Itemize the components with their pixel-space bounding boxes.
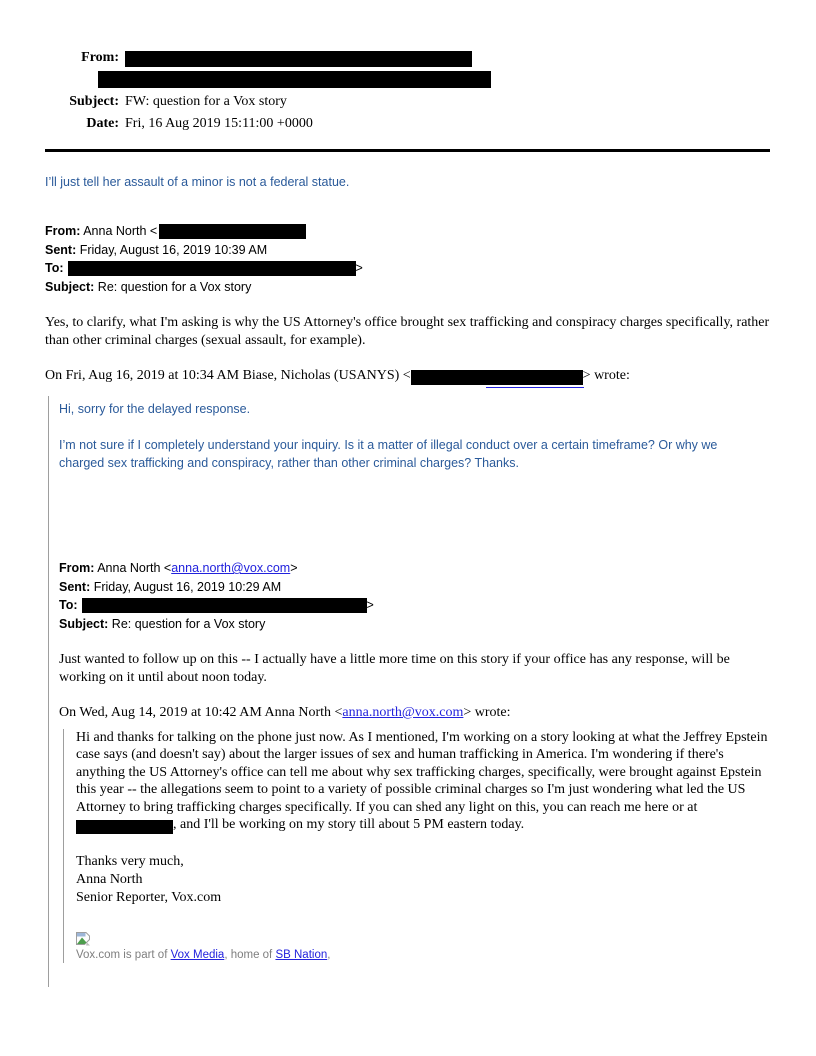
- reply1-from-row: From: Anna North <: [45, 222, 770, 241]
- reply2-subject-row: Subject: Re: question for a Vox story: [59, 616, 266, 631]
- quoted-original-message: [63, 729, 770, 964]
- reply2-from-row: From: Anna North <anna.north@vox.com>: [59, 561, 298, 575]
- body-paragraph-1: Yes, to clarify, what I'm asking is why the US Attorney's office brought sex trafficking and conspiracy charges specifically, rather than other criminal charges (sexual assault, for example).: [45, 315, 770, 348]
- vox-footer: Vox.com is part of Vox Media, home of SB Nation,: [76, 949, 331, 962]
- original-paragraph: Hi and thanks for talking on the phone just now. As I mentioned, I'm working on a story looking at what the Jeffrey Epstein case says (and doesn't say) about the larger issues of sex and human trafficking in America. I'm wondering if there's anything the US Attorney's office can tell me about why sex trafficking charges, specifically, were brought against Epstein this year -- the allegations seem to point to a variety of possible criminal charges so I'm just wondering what led the US Attorney to bring trafficking charges specifically. If you can shed any light on this, you can reach me here or at , and I'll be working on my story till about 5 PM eastern today.: [76, 729, 768, 833]
- email-link-anna-north[interactable]: anna.north@vox.com: [342, 705, 464, 720]
- sb-nation-link[interactable]: SB Nation: [275, 949, 328, 962]
- from-label: From:: [45, 224, 81, 238]
- redaction-bar-email: [159, 224, 306, 239]
- to-label: To:: [59, 598, 78, 612]
- biase-wrote-line: On Fri, Aug 16, 2019 at 10:34 AM Biase, Nicholas (USANYS) < > wrote:: [45, 367, 770, 385]
- sent-label: Sent:: [59, 579, 91, 594]
- redaction-bar-biase-email: [411, 370, 583, 385]
- redaction-bar-to: [68, 261, 356, 276]
- redaction-bar-phone: [76, 820, 173, 834]
- reply1-subject-row: Subject: Re: question for a Vox story: [45, 279, 252, 294]
- sent-label: Sent:: [45, 242, 77, 257]
- anna-wrote-line: On Wed, Aug 14, 2019 at 10:42 AM Anna North <anna.north@vox.com> wrote:: [59, 705, 511, 720]
- blank-quoted-lines: [59, 472, 770, 559]
- from-label: From:: [59, 561, 95, 575]
- from-label: From:: [81, 50, 119, 65]
- subject-value: FW: question for a Vox story: [125, 94, 287, 109]
- date-label: Date:: [86, 116, 119, 131]
- reply1-to-row: To: >: [45, 261, 363, 275]
- redaction-bar-to: [82, 598, 367, 613]
- quoted-message: [48, 396, 770, 988]
- subject-label: Subject:: [69, 94, 119, 109]
- reply1-sent-row: Sent: Friday, August 16, 2019 10:39 AM: [45, 242, 268, 257]
- separator-line: [45, 149, 770, 152]
- redaction-bar-recipients: [98, 71, 491, 88]
- reply2-to-row: To: >: [59, 598, 374, 612]
- subject-label: Subject:: [45, 279, 95, 294]
- signature-title: Senior Reporter, Vox.com: [76, 889, 222, 905]
- header-date-row: [45, 113, 770, 135]
- header-redacted-row: [98, 71, 770, 88]
- quote-blue-line-2: I’m not sure if I completely understand your inquiry. Is it a matter of illegal conduct over a certain timeframe? Or why we charged sex trafficking and conspiracy, rather than other criminal charges? Thanks.: [59, 438, 718, 470]
- signature: [76, 853, 770, 906]
- header-from-row: [45, 47, 770, 69]
- redaction-bar-from: [125, 51, 472, 67]
- broken-image-icon: [76, 932, 91, 948]
- header-subject-row: [45, 91, 770, 113]
- reply2-sent-row: Sent: Friday, August 16, 2019 10:29 AM: [59, 579, 282, 594]
- email-header: [45, 47, 770, 135]
- reply2-meta: [59, 559, 770, 633]
- signature-name: Anna North: [76, 871, 143, 887]
- forward-note: I’ll just tell her assault of a minor is not a federal statue.: [45, 175, 350, 189]
- reply1-meta: [45, 222, 770, 296]
- signature-closing: Thanks very much,: [76, 854, 184, 870]
- date-value: Fri, 16 Aug 2019 15:11:00 +0000: [125, 116, 313, 131]
- email-link-anna-north[interactable]: anna.north@vox.com: [171, 561, 291, 575]
- body-paragraph-2: Just wanted to follow up on this -- I actually have a little more time on this story if your office has any response, will be working on it until about noon today.: [59, 652, 730, 685]
- subject-label: Subject:: [59, 616, 109, 631]
- quote-blue-line-1: Hi, sorry for the delayed response.: [59, 401, 251, 416]
- vox-media-link[interactable]: Vox Media: [170, 949, 225, 962]
- to-label: To:: [45, 261, 64, 275]
